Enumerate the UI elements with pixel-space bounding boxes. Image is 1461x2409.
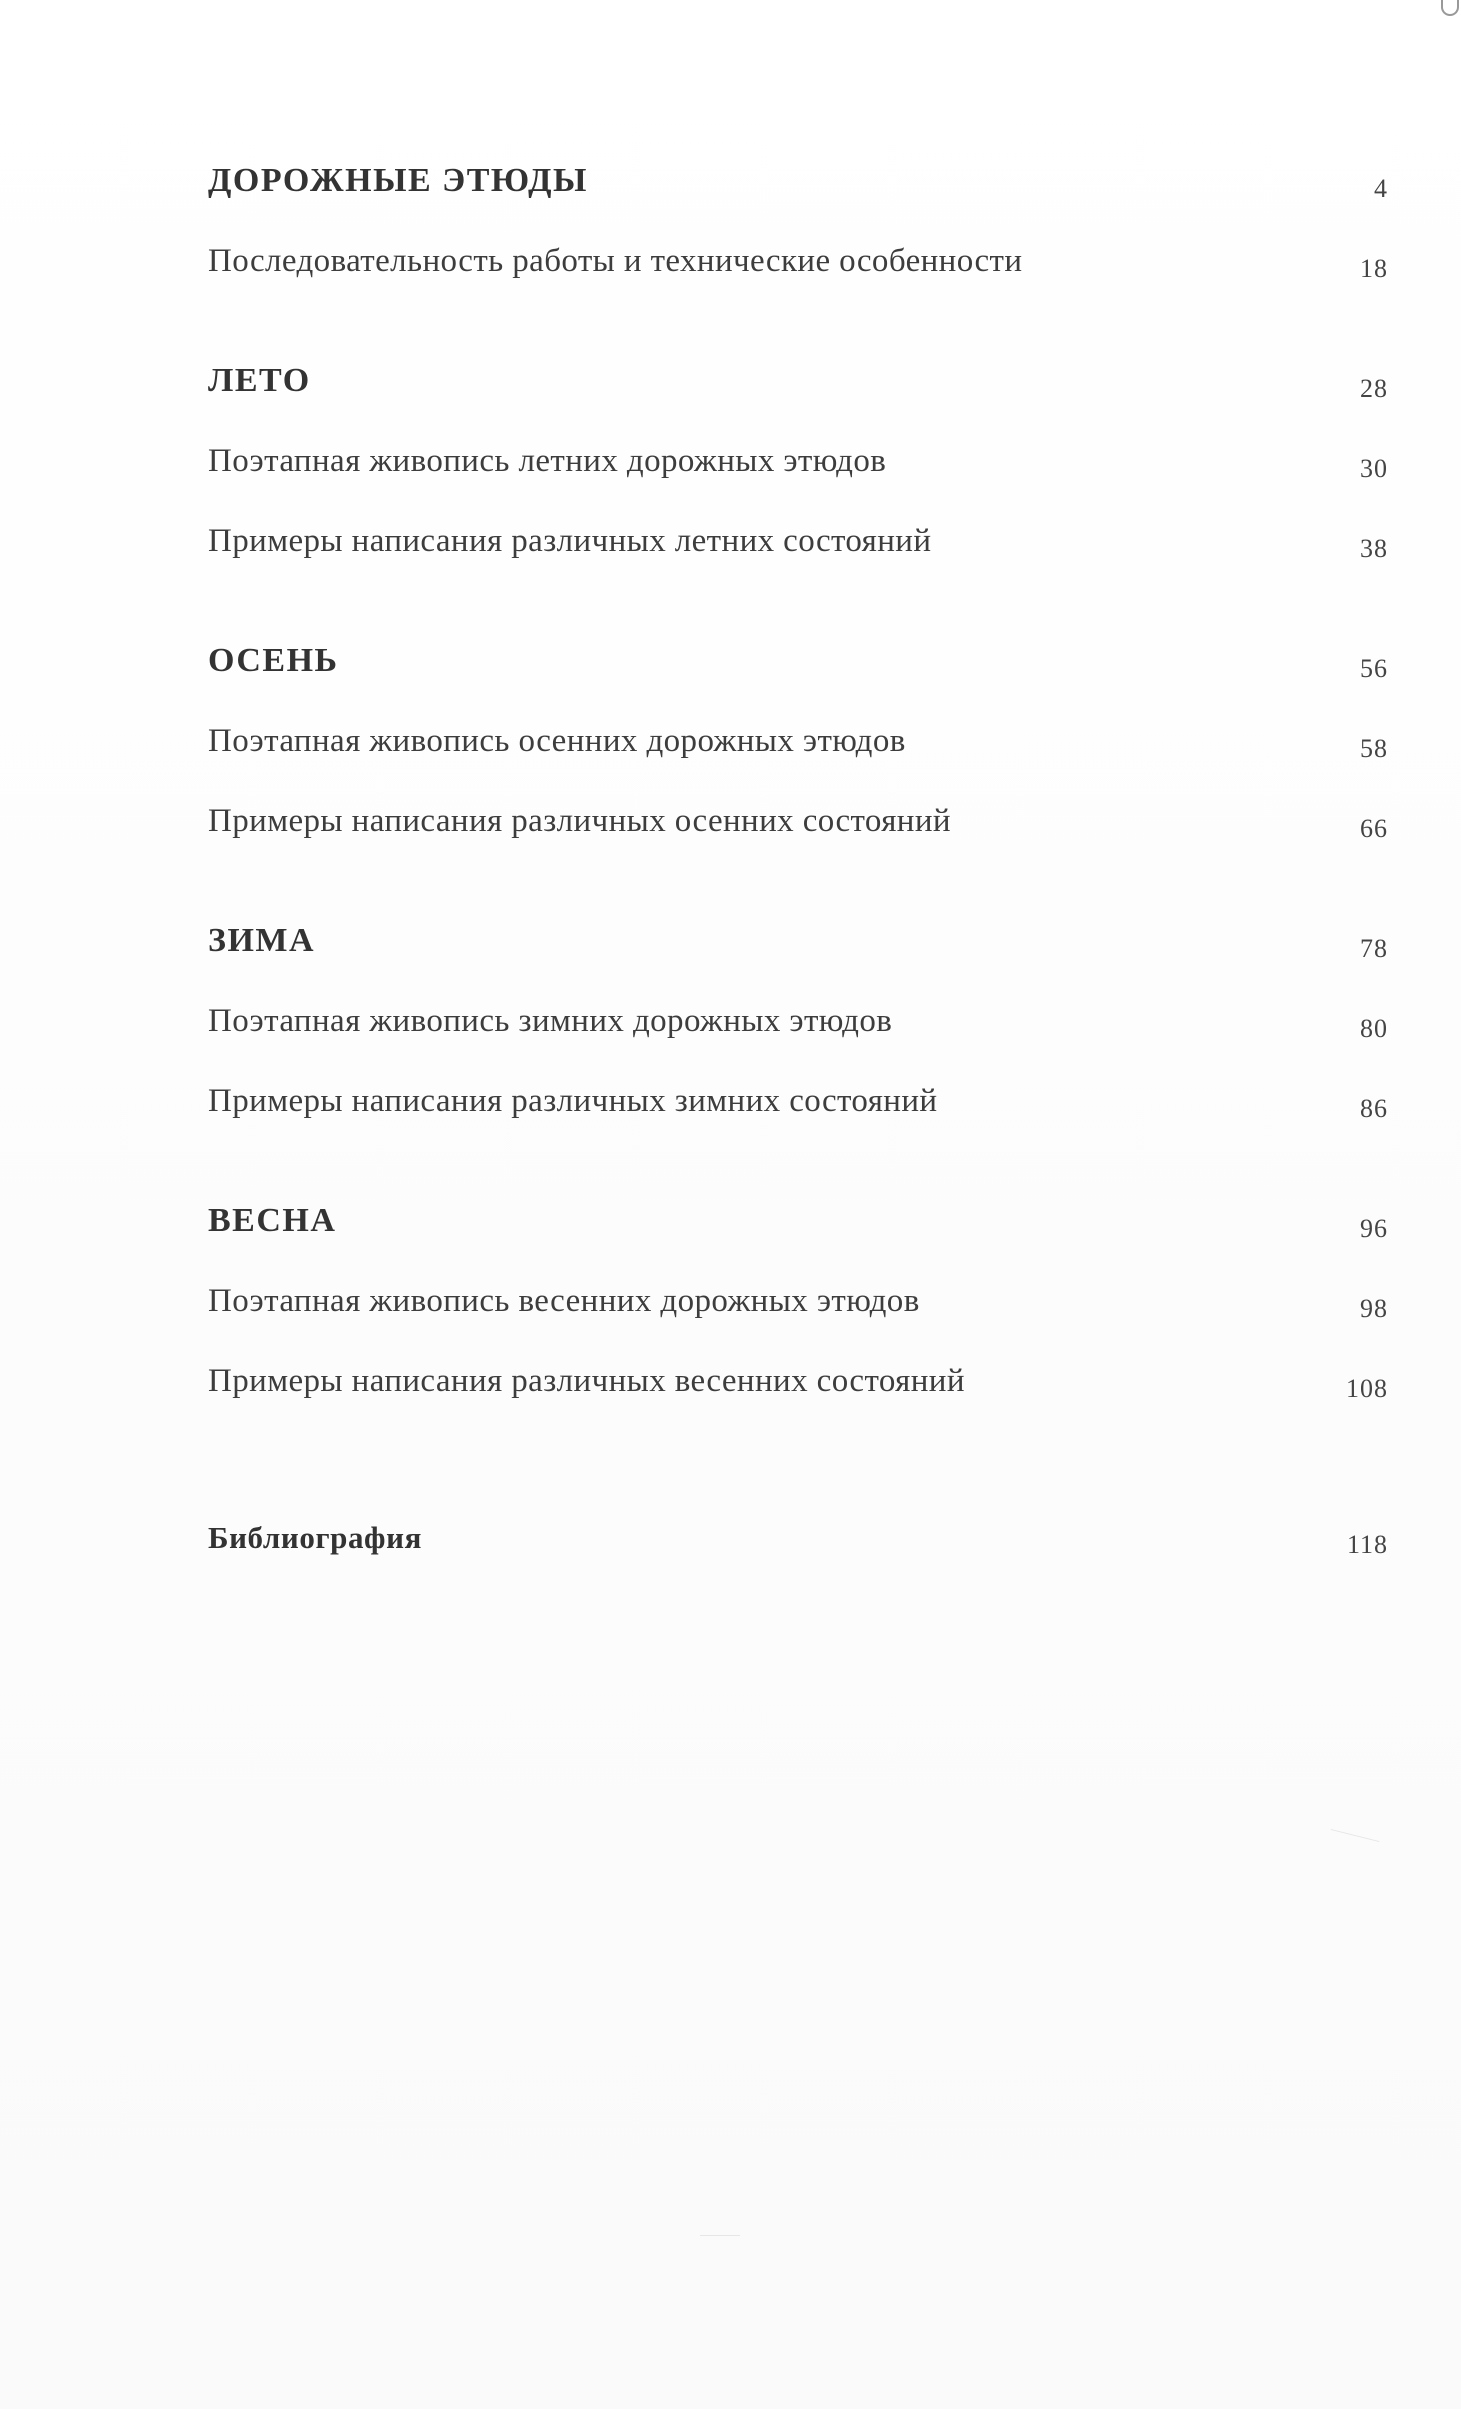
toc-entry [208,520,1388,563]
section-page-number: 78 [1360,934,1388,963]
entry-page-number: 108 [1346,1374,1388,1403]
entry-title: Поэтапная живопись зимних дорожных этюдов [208,1003,893,1039]
entry-title: Примеры написания различных весенних состояний [208,1363,965,1399]
toc-entry [208,1360,1388,1403]
entry-title: Поэтапная живопись весенних дорожных этюдов [208,1283,920,1319]
bibliography-title: Библиография [208,1520,422,1555]
paper-crease [700,2235,740,2236]
section-page-number: 4 [1374,174,1388,203]
toc-section [208,1200,1388,1243]
toc-entry [208,1000,1388,1043]
table-of-contents [208,160,1388,1559]
toc-entry [208,1080,1388,1123]
entry-title: Примеры написания различных летних состояний [208,523,932,559]
toc-entry [208,240,1388,283]
toc-entry [208,800,1388,843]
entry-page-number: 80 [1360,1014,1388,1043]
toc-section [208,640,1388,683]
bibliography-page-number: 118 [1346,1530,1388,1559]
toc-section [208,160,1388,203]
entry-page-number: 18 [1360,254,1388,283]
toc-entry [208,1280,1388,1323]
entry-page-number: 66 [1360,814,1388,843]
toc-entry [208,440,1388,483]
toc-section [208,920,1388,963]
entry-title: Примеры написания различных осенних состояний [208,803,951,839]
paper-crease [1331,1829,1380,1842]
entry-title: Поэтапная живопись летних дорожных этюдов [208,443,887,479]
toc-bibliography [208,1516,1388,1559]
entry-title: Поэтапная живопись осенних дорожных этюдов [208,723,906,759]
toc-section [208,360,1388,403]
entry-title: Примеры написания различных зимних состояний [208,1083,938,1119]
section-title: ОСЕНЬ [208,642,339,679]
section-title: ВЕСНА [208,1202,337,1239]
section-page-number: 28 [1360,374,1388,403]
entry-page-number: 58 [1360,734,1388,763]
entry-title: Последовательность работы и технические особенности [208,243,1023,279]
section-title: ЗИМА [208,922,316,959]
toc-entry [208,720,1388,763]
section-page-number: 56 [1360,654,1388,683]
section-title: ДОРОЖНЫЕ ЭТЮДЫ [208,162,588,199]
entry-page-number: 30 [1360,454,1388,483]
entry-page-number: 98 [1360,1294,1388,1323]
page-corner-mark [1441,0,1459,16]
entry-page-number: 38 [1360,534,1388,563]
section-title: ЛЕТО [208,362,311,399]
entry-page-number: 86 [1360,1094,1388,1123]
section-page-number: 96 [1360,1214,1388,1243]
